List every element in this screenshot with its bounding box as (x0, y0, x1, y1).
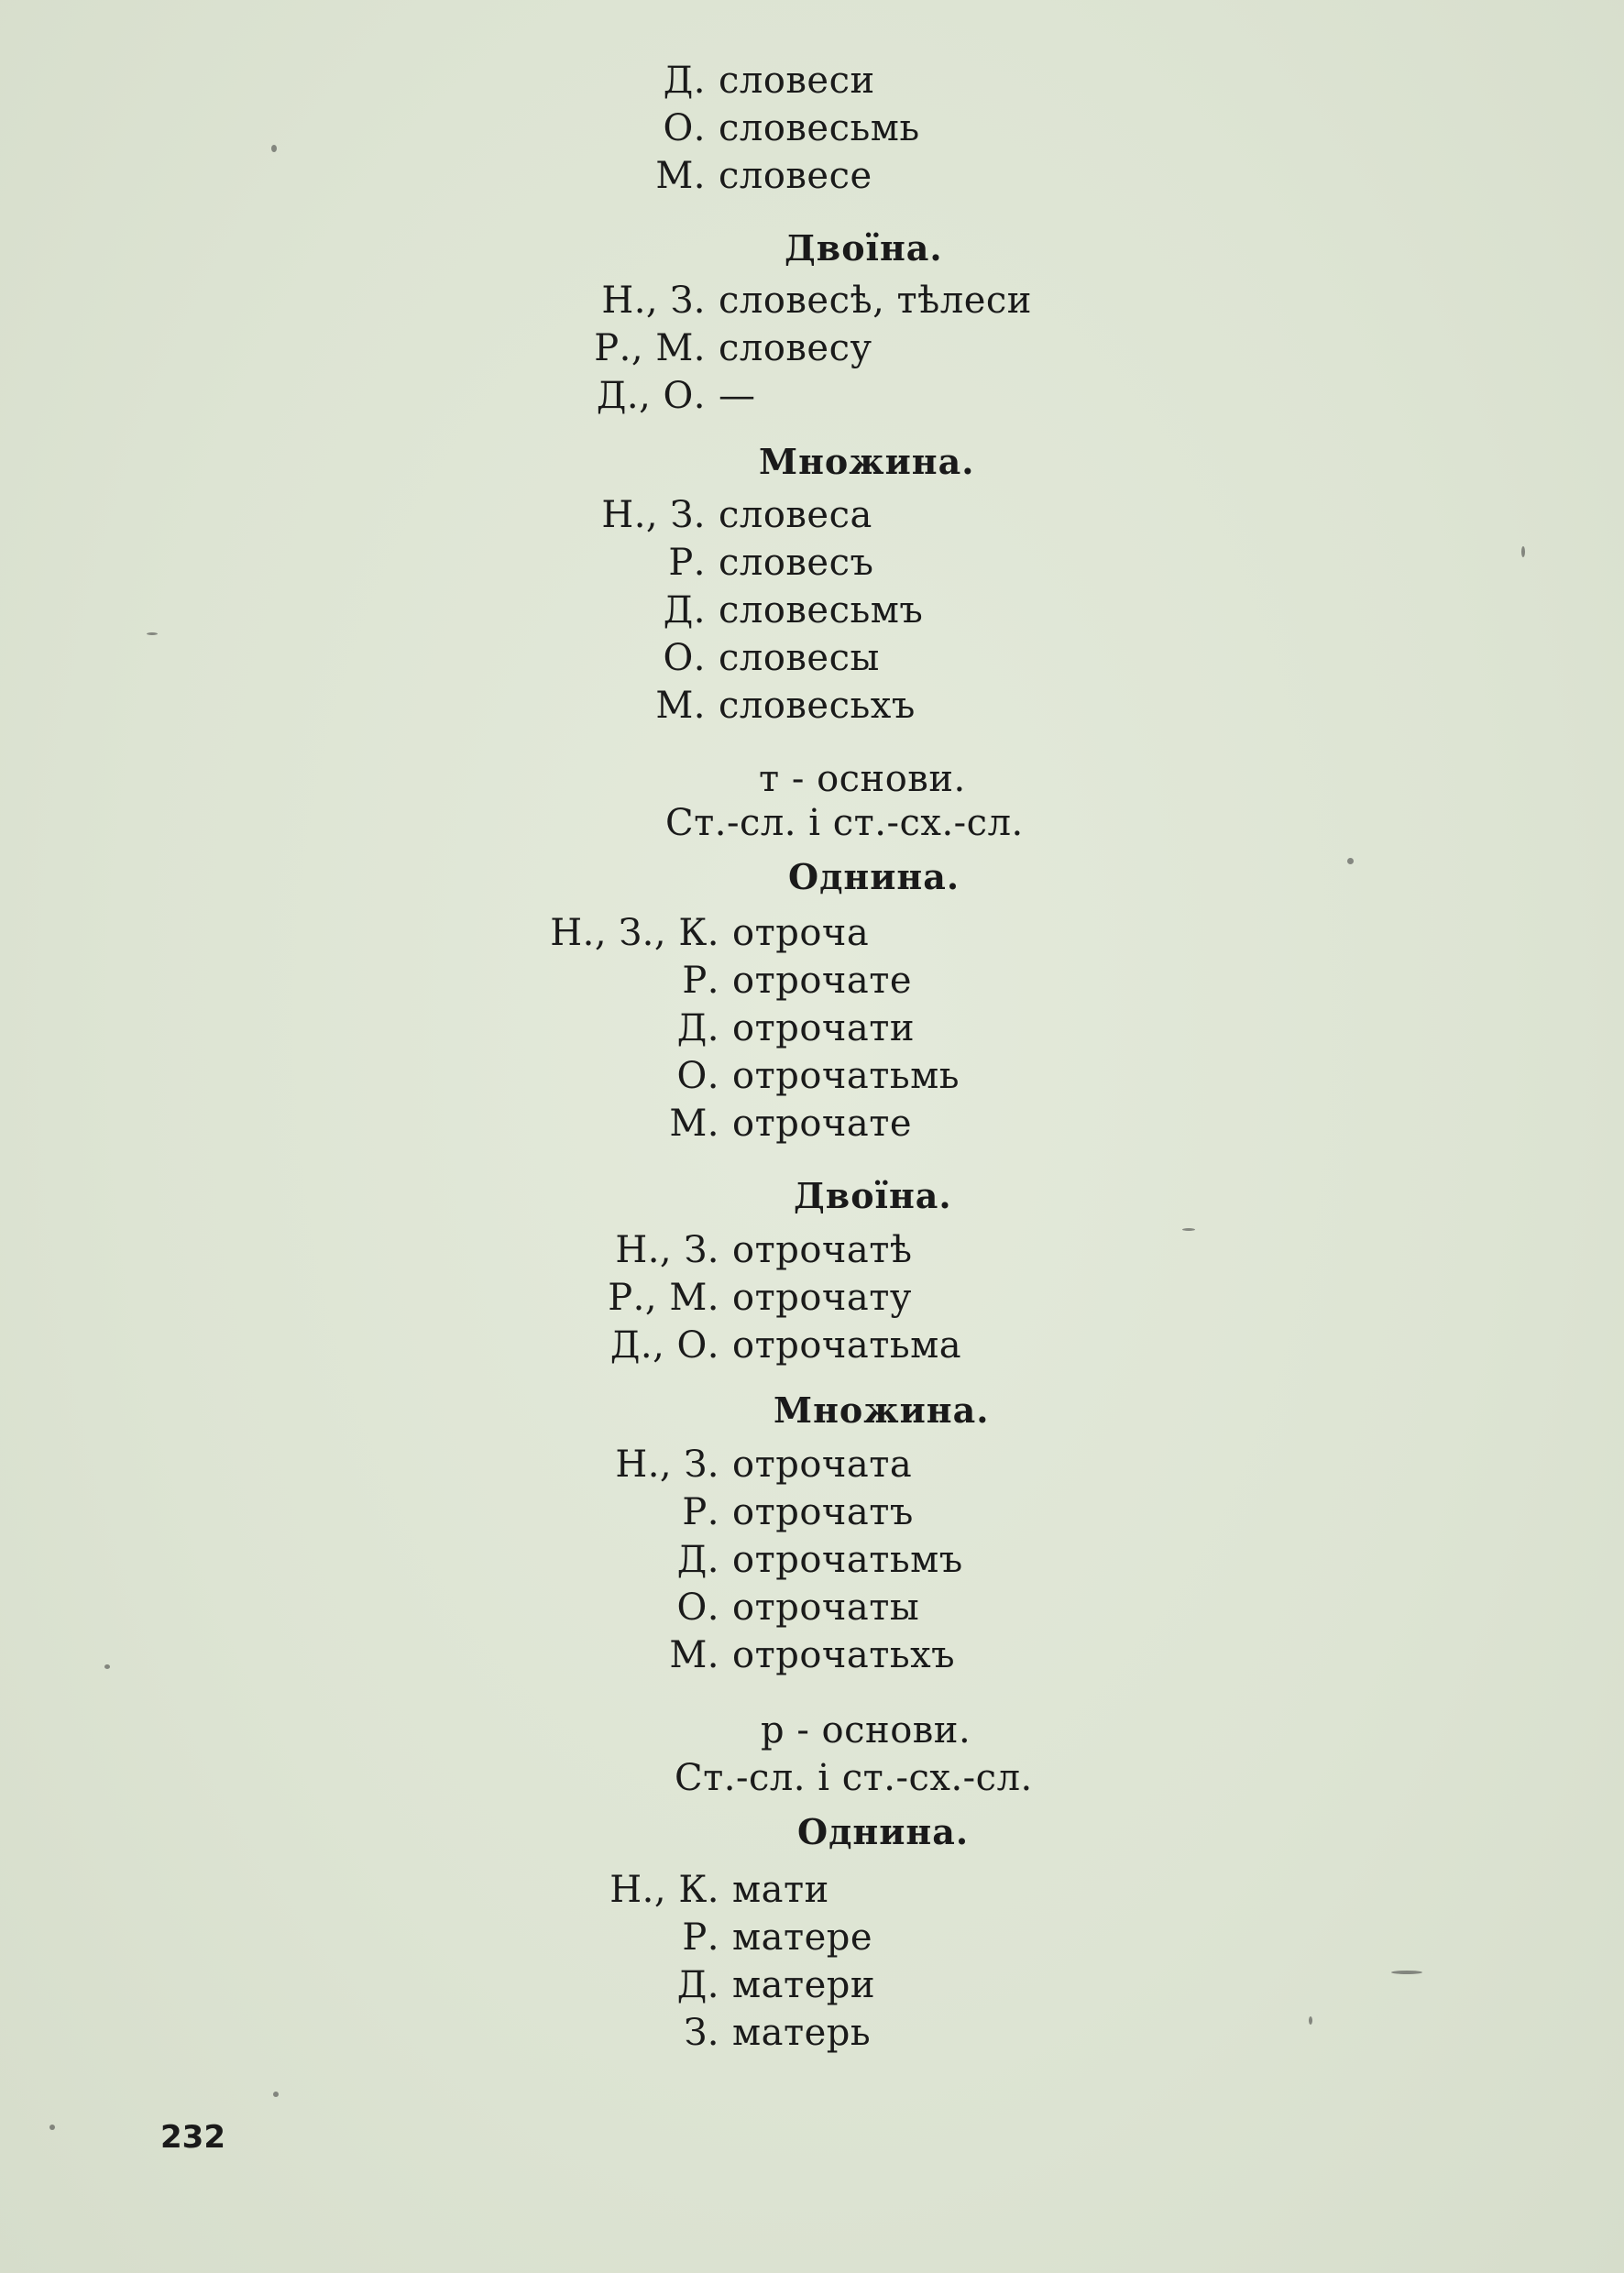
case-label: Н., З. (601, 494, 706, 536)
word-form: отрочатъ (732, 1491, 914, 1533)
declension-row (513, 637, 880, 679)
declension-row (509, 1055, 960, 1097)
declension-row (509, 1539, 963, 1581)
case-label: Р. (682, 1491, 719, 1533)
declension-row (513, 685, 916, 727)
paper-speck (1347, 858, 1354, 864)
case-label: Р. (682, 1916, 719, 1959)
declension-row (513, 60, 875, 102)
word-form: отрочата (732, 1444, 913, 1486)
stem-type-heading: т - основи. (759, 758, 966, 800)
case-label: З. (684, 2012, 719, 2054)
word-form: отрочатьхъ (732, 1634, 956, 1676)
case-label: Д. (663, 589, 706, 631)
section-heading: Двоїна. (794, 1175, 952, 1216)
declension-row (513, 280, 1032, 322)
declension-row (509, 1324, 962, 1367)
declension-row (509, 1587, 920, 1629)
word-form: отрочату (732, 1277, 912, 1319)
paper-speck (1521, 546, 1525, 557)
word-form: словесьмь (719, 107, 920, 149)
declension-row (513, 375, 756, 417)
word-form: словеси (719, 60, 875, 102)
paper-speck (273, 2092, 279, 2097)
case-label: О. (663, 107, 706, 149)
case-label: Д. (663, 60, 706, 102)
word-form: словесьмъ (719, 589, 924, 631)
word-form: словесъ (719, 542, 874, 584)
word-form: отрочатьмь (732, 1055, 960, 1097)
word-form: словесу (719, 327, 872, 369)
paper-speck (104, 1664, 110, 1669)
section-heading: Однина. (788, 856, 960, 897)
case-label: Н., З. (615, 1444, 719, 1486)
case-label: Н., З. (601, 280, 706, 322)
word-form: матери (732, 1964, 876, 2006)
section-heading: Множина. (759, 441, 975, 482)
language-label: Ст.-сл. і ст.-сх.-сл. (675, 1757, 1033, 1799)
paper-speck (271, 145, 277, 152)
word-form: — (719, 375, 756, 417)
page-number: 232 (160, 2119, 225, 2156)
case-label: Р. (668, 542, 706, 584)
declension-row (513, 155, 872, 197)
declension-row (509, 1277, 912, 1319)
word-form: отрочати (732, 1007, 915, 1049)
declension-row (509, 912, 870, 954)
word-form: отрочате (732, 960, 912, 1002)
case-label: О. (676, 1587, 719, 1629)
word-form: отрочатѣ (732, 1229, 913, 1271)
case-label: М. (669, 1634, 719, 1676)
case-label: О. (663, 637, 706, 679)
case-label: Р., М. (608, 1277, 719, 1319)
paper-speck (1391, 1971, 1422, 1974)
word-form: матере (732, 1916, 873, 1959)
paper-speck (49, 2125, 55, 2130)
paper-speck (1182, 1228, 1195, 1231)
case-label: О. (676, 1055, 719, 1097)
word-form: мати (732, 1869, 829, 1911)
case-label: Д. (676, 1007, 719, 1049)
section-heading: Множина. (774, 1389, 990, 1431)
declension-row (509, 1491, 914, 1533)
declension-row (509, 1103, 912, 1145)
declension-row (509, 1007, 915, 1049)
word-form: словесе (719, 155, 872, 197)
paper-speck (147, 632, 158, 635)
declension-row (509, 1916, 873, 1959)
stem-type-heading: р - основи. (761, 1709, 971, 1751)
declension-row (509, 1229, 913, 1271)
word-form: словесы (719, 637, 880, 679)
word-form: отрочаты (732, 1587, 920, 1629)
word-form: отрочате (732, 1103, 912, 1145)
declension-row (513, 589, 924, 631)
declension-row (509, 1964, 876, 2006)
case-label: Р., М. (594, 327, 706, 369)
word-form: отрочатьма (732, 1324, 962, 1367)
declension-row (513, 327, 872, 369)
declension-row (513, 107, 920, 149)
word-form: словеса (719, 494, 872, 536)
declension-row (509, 1869, 829, 1911)
word-form: матерь (732, 2012, 872, 2054)
case-label: М. (655, 685, 706, 727)
section-heading: Однина. (797, 1811, 970, 1852)
declension-row (509, 1444, 913, 1486)
declension-row (509, 960, 912, 1002)
case-label: Н., З. (615, 1229, 719, 1271)
case-label: Д., О. (596, 375, 706, 417)
declension-row (513, 542, 874, 584)
declension-row (513, 494, 872, 536)
case-label: Д., О. (609, 1324, 719, 1367)
word-form: отроча (732, 912, 870, 954)
case-label: М. (669, 1103, 719, 1145)
language-label: Ст.-сл. і ст.-сх.-сл. (665, 802, 1024, 844)
word-form: словесьхъ (719, 685, 916, 727)
declension-row (509, 2012, 872, 2054)
case-label: Н., К. (609, 1869, 719, 1911)
case-label: Д. (676, 1539, 719, 1581)
case-label: Н., З., К. (550, 912, 719, 954)
word-form: словесѣ, тѣлеси (719, 280, 1032, 322)
paper-speck (1309, 2016, 1312, 2025)
declension-row (509, 1634, 956, 1676)
case-label: Д. (676, 1964, 719, 2006)
case-label: Р. (682, 960, 719, 1002)
word-form: отрочатьмъ (732, 1539, 963, 1581)
section-heading: Двоїна. (785, 227, 943, 269)
case-label: М. (655, 155, 706, 197)
